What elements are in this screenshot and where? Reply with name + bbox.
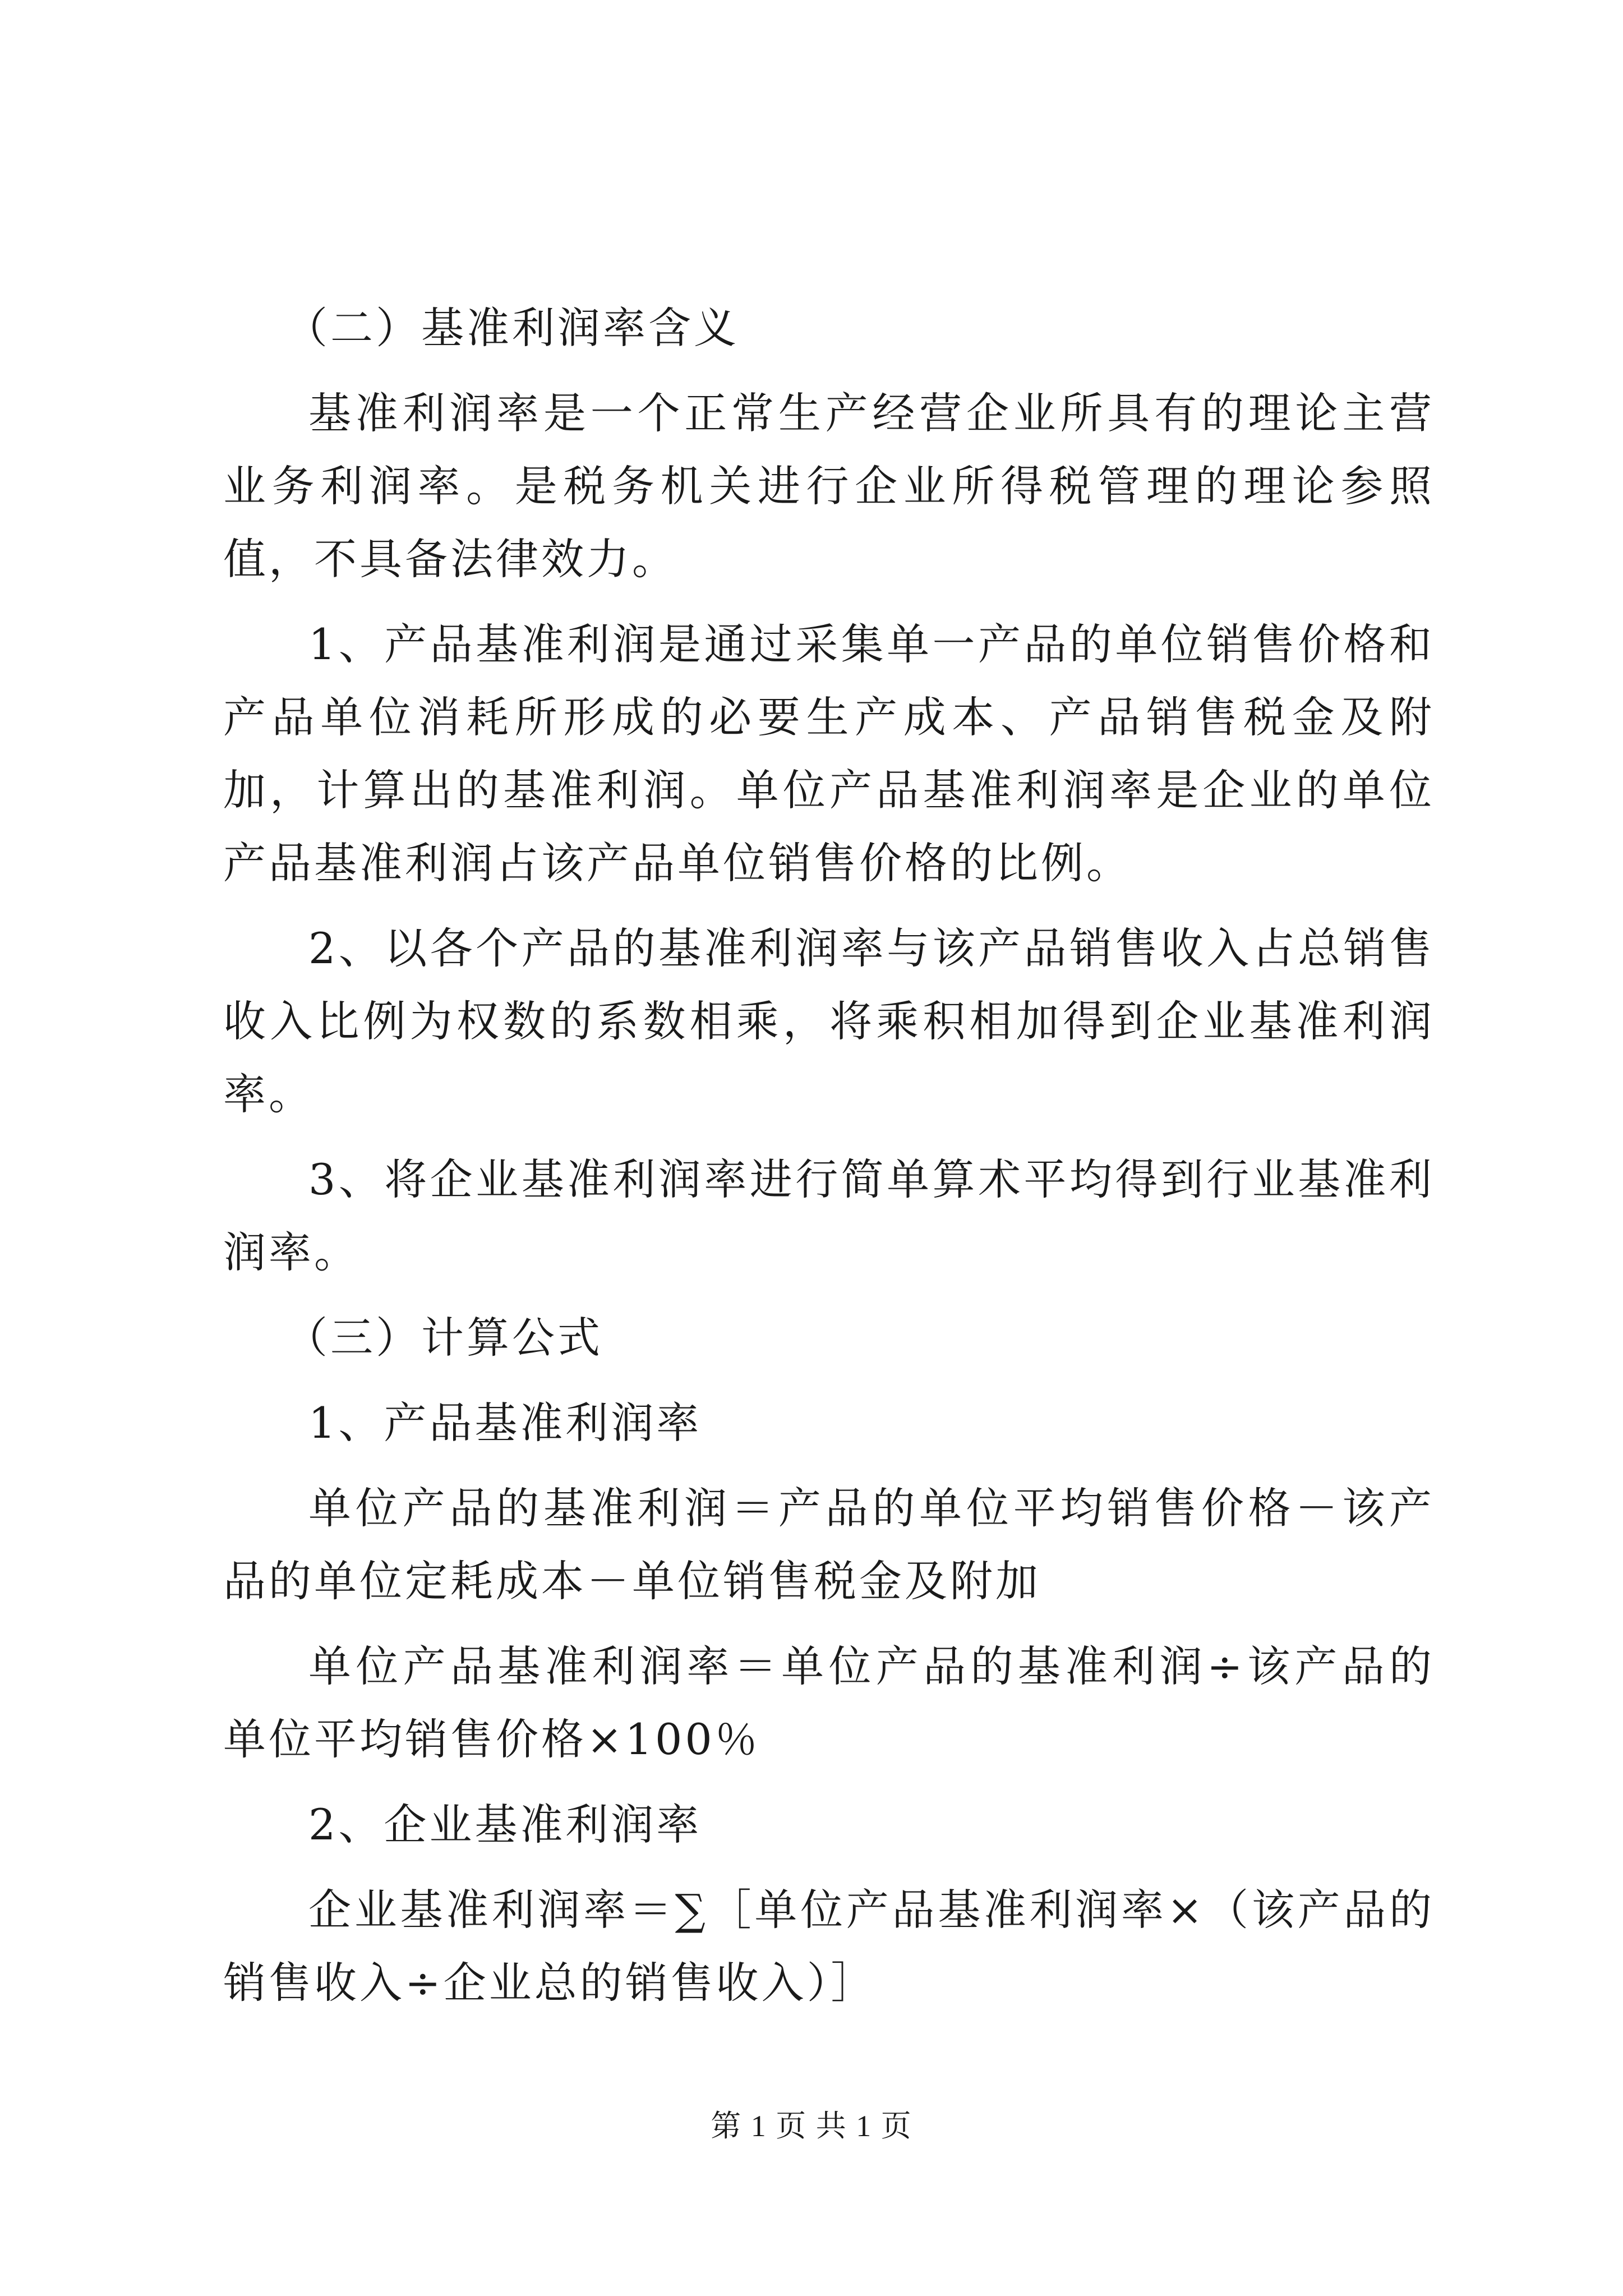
- paragraph-industry-average: 3、将企业基准利润率进行简单算术平均得到行业基准利润率。: [223, 1154, 1435, 1277]
- section-heading-meaning: （二）基准利润率含义: [285, 303, 739, 353]
- subheading-product-rate: 1、产品基准利润率: [308, 1398, 702, 1448]
- paragraph-product-profit: 1、产品基准利润是通过采集单一产品的单位销售价格和产品单位消耗所形成的必要生产成本、产品销售税金及附加，计算出的基准利润。单位产品基准利润率是企业的单位产品基准利润占该产品单位销售价格的比例。: [223, 619, 1435, 888]
- formula-unit-profit-rate: 单位产品基准利润率＝单位产品的基准利润÷该产品的单位平均销售价格×100％: [223, 1641, 1435, 1764]
- document-body: [223, 292, 1435, 2032]
- section-heading-formula: （三）计算公式: [285, 1313, 603, 1363]
- paragraph-definition: 基准利润率是一个正常生产经营企业所具有的理论主营业务利润率。是税务机关进行企业所得税管理的理论参照值，不具备法律效力。: [223, 388, 1435, 584]
- formula-enterprise-rate: 企业基准利润率＝∑［单位产品基准利润率×（该产品的销售收入÷企业总的销售收入）］: [223, 1885, 1435, 2008]
- page-footer: 第 1 页 共 1 页: [711, 2109, 912, 2143]
- subheading-enterprise-rate: 2、企业基准利润率: [308, 1800, 702, 1849]
- formula-unit-profit: 单位产品的基准利润＝产品的单位平均销售价格－该产品的单位定耗成本－单位销售税金及附加: [223, 1483, 1435, 1606]
- paragraph-enterprise-weighting: 2、以各个产品的基准利润率与该产品销售收入占总销售收入比例为权数的系数相乘，将乘积相加得到企业基准利润率。: [223, 923, 1435, 1119]
